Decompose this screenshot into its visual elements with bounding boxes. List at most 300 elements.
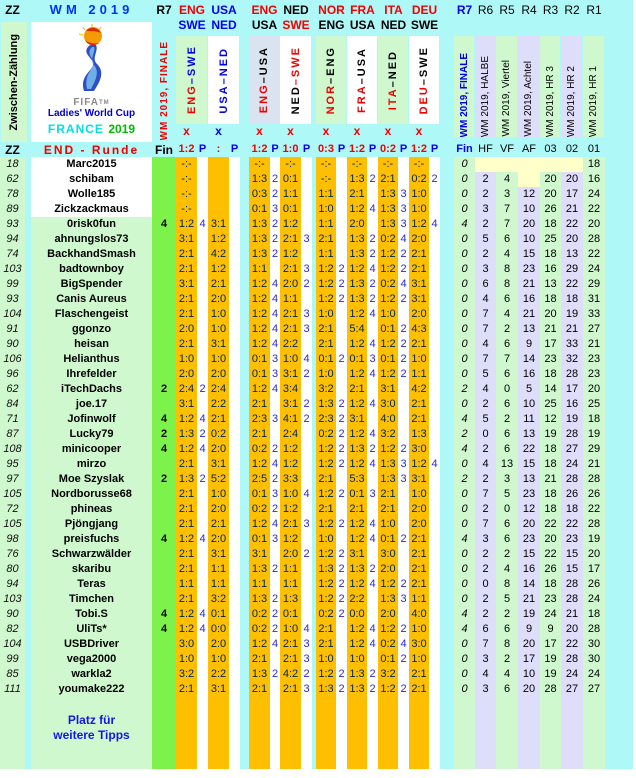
tip-points-cell xyxy=(429,592,440,607)
round-short-header: Fin xyxy=(456,143,473,155)
column-gap xyxy=(605,442,633,457)
round-points-cell: 22 xyxy=(561,637,583,652)
tip-cell: 2:1 xyxy=(409,412,429,427)
tip-points-cell xyxy=(336,337,347,352)
tip-cell: 2:1 xyxy=(176,517,197,532)
zz-total-cell: 106 xyxy=(0,352,25,367)
zz-total-cell: 99 xyxy=(0,652,25,667)
tip-cell: 2:4 xyxy=(280,427,301,442)
round-points-cell: 2 xyxy=(475,562,496,577)
tip-points-cell: 2 xyxy=(197,382,208,397)
tip-cell: 1:1 xyxy=(316,247,336,262)
tip-points-cell: 4 xyxy=(367,532,378,547)
tip-cell: 0:2 xyxy=(378,277,398,292)
tip-points-cell xyxy=(429,397,440,412)
match-vertical-away: SWE xyxy=(289,45,302,77)
tip-points-cell xyxy=(429,472,440,487)
round-short-header: VF xyxy=(499,143,515,155)
round-points-cell: 6 xyxy=(496,682,518,697)
fifa-world-cup-logo xyxy=(31,22,152,142)
tip-cell: 1:0 xyxy=(409,622,429,637)
tip-points-cell xyxy=(429,682,440,697)
tip-cell xyxy=(378,697,398,769)
player-name: iTechDachs xyxy=(31,382,152,397)
tip-cell: 1:3 xyxy=(347,562,367,577)
tip-points-cell xyxy=(336,232,347,247)
final-bonus-cell xyxy=(152,502,176,517)
round-points-cell: 28 xyxy=(561,427,583,442)
round-points-cell: 4 xyxy=(454,412,475,427)
match-header-away: USA xyxy=(251,18,278,32)
round-points-cell: 20 xyxy=(583,217,605,232)
tip-points-cell xyxy=(398,697,409,769)
tip-points-cell xyxy=(367,697,378,769)
tip-cell: 0:1 xyxy=(347,487,367,502)
tip-cell: 2:1 xyxy=(249,427,270,442)
tip-points-cell: 2 xyxy=(271,473,279,485)
tip-points-cell xyxy=(197,172,208,187)
round-points-cell: 33 xyxy=(583,307,605,322)
tip-cell: 1:2 xyxy=(316,457,336,472)
round-points-cell: 23 xyxy=(540,592,561,607)
zz-total-cell: 105 xyxy=(0,487,25,502)
round-points-cell: 5 xyxy=(496,487,518,502)
tip-cell: 1:2 xyxy=(316,577,336,592)
round-points-cell: 4 xyxy=(454,217,475,232)
column-gap xyxy=(605,247,633,262)
tip-points-cell: 2 xyxy=(271,608,279,620)
tip-cell: 1:2 xyxy=(378,442,398,457)
tip-points-cell xyxy=(270,397,280,412)
round-points-cell: 3 xyxy=(496,187,518,202)
tip-points-cell xyxy=(229,307,240,322)
tip-points-cell: 3 xyxy=(271,488,279,500)
round-points-cell: 20 xyxy=(583,382,605,397)
table-row xyxy=(0,427,633,442)
tip-cell: 1:3 xyxy=(249,592,270,607)
tip-cell: 3:1 xyxy=(208,682,229,697)
round-points-cell: 21 xyxy=(561,202,583,217)
round-points-cell: 21 xyxy=(583,457,605,472)
tip-points-cell xyxy=(197,592,208,607)
tip-points-cell xyxy=(336,202,347,217)
column-gap xyxy=(605,697,633,769)
tip-points-cell xyxy=(197,262,208,277)
tip-points-cell: 4 xyxy=(197,442,208,457)
tip-points-cell xyxy=(429,322,440,337)
round-points-cell: 9 xyxy=(518,622,540,637)
tip-cell: 1:1 xyxy=(176,577,197,592)
tip-points-cell xyxy=(367,322,378,337)
column-gap xyxy=(440,472,454,487)
table-row xyxy=(0,412,633,427)
round-points-cell xyxy=(496,157,518,172)
tip-cell: 1:3 xyxy=(316,562,336,577)
points-header: P xyxy=(271,143,279,155)
tip-points-cell: 3 xyxy=(301,307,312,322)
tip-cell: 3:2 xyxy=(316,382,336,397)
round-points-cell: 22 xyxy=(583,247,605,262)
column-gap xyxy=(440,607,454,622)
tip-points-cell: 4 xyxy=(367,637,378,652)
tip-points-cell xyxy=(429,562,440,577)
tip-points-cell xyxy=(367,607,378,622)
tip-cell: 1:3 xyxy=(249,247,270,262)
tip-points-cell: 3 xyxy=(398,592,409,607)
tip-cell: 2:1 xyxy=(176,682,197,697)
tip-points-cell: 4 xyxy=(367,622,378,637)
round-points-cell: 2 xyxy=(496,652,518,667)
tip-cell: 2:1 xyxy=(316,637,336,652)
tip-cell: 2:1 xyxy=(280,517,301,532)
tip-points-cell: 2 xyxy=(398,337,409,352)
tip-points-cell xyxy=(336,637,347,652)
tip-cell: 1:1 xyxy=(280,577,301,592)
round-points-cell: 22 xyxy=(540,517,561,532)
tip-points-cell: 2 xyxy=(398,352,409,367)
round-points-cell: 16 xyxy=(518,562,540,577)
match-header-away: NED xyxy=(211,18,237,32)
tip-cell: 1:3 xyxy=(249,667,270,682)
tip-points-cell: 2 xyxy=(429,172,440,187)
tip-points-cell: 2 xyxy=(271,503,279,515)
tip-cell: 1:1 xyxy=(208,562,229,577)
tip-points-cell xyxy=(197,577,208,592)
tip-cell: 1:2 xyxy=(347,532,367,547)
tip-cell: 1:3 xyxy=(347,232,367,247)
tip-cell: 3:1 xyxy=(280,397,301,412)
player-name: vega2000 xyxy=(31,652,152,667)
tip-points-cell xyxy=(301,562,312,577)
tip-points-cell xyxy=(336,532,347,547)
final-bonus-cell xyxy=(152,487,176,502)
round-points-cell: 5 xyxy=(518,382,540,397)
tip-points-cell xyxy=(197,247,208,262)
tip-points-cell: 2 xyxy=(336,412,347,427)
tip-points-cell: 2 xyxy=(271,188,279,200)
tip-cell: 2:1 xyxy=(316,622,336,637)
round-label-vertical: WM 2019, HR 2 xyxy=(566,65,577,137)
round-points-cell: 7 xyxy=(496,352,518,367)
zz-total-cell: 105 xyxy=(0,517,25,532)
column-gap xyxy=(605,352,633,367)
column-gap xyxy=(240,442,249,457)
round-points-cell: 12 xyxy=(518,502,540,517)
tip-cell: 2:0 xyxy=(409,307,429,322)
round-points-cell: 30 xyxy=(583,652,605,667)
tip-points-cell: 2 xyxy=(301,667,312,682)
match-column-label: DEU–SWE xyxy=(409,36,439,124)
round-points-cell: 29 xyxy=(583,442,605,457)
tip-cell: -:- xyxy=(176,202,197,217)
tip-cell: 2:1 xyxy=(176,502,197,517)
tip-points-cell: 4 xyxy=(367,577,378,592)
tip-points-cell: 2 xyxy=(271,173,279,185)
tip-points-cell xyxy=(398,307,409,322)
player-name: mirzo xyxy=(31,457,152,472)
round-points-cell: 2 xyxy=(496,547,518,562)
tip-cell: 2:0 xyxy=(208,502,229,517)
tip-points-cell: 3 xyxy=(398,187,409,202)
tip-points-cell xyxy=(398,157,409,172)
tip-cell: 3:1 xyxy=(280,367,301,382)
tip-points-cell xyxy=(229,697,240,769)
tip-cell: -:- xyxy=(347,157,367,172)
column-gap xyxy=(240,337,249,352)
zz-total-cell: 103 xyxy=(0,262,25,277)
zz-total-cell: 108 xyxy=(0,442,25,457)
tip-cell: 0:0 xyxy=(347,607,367,622)
table-row xyxy=(0,172,633,187)
round-column-label xyxy=(454,36,474,137)
tip-cell: 2:1 xyxy=(409,247,429,262)
round-points-cell: 8 xyxy=(496,577,518,592)
zz-total-cell: 93 xyxy=(0,217,25,232)
player-name: Tobi.S xyxy=(31,607,152,622)
tip-cell: 3:1 xyxy=(347,547,367,562)
player-name: UliTs* xyxy=(31,622,152,637)
fin-subheader-left: Fin xyxy=(155,143,173,157)
tip-points-cell xyxy=(429,337,440,352)
tip-points-cell: 2 xyxy=(336,262,347,277)
tip-cell: 1:0 xyxy=(280,352,301,367)
column-gap xyxy=(605,682,633,697)
round-points-cell: 29 xyxy=(583,277,605,292)
round-points-cell: 10 xyxy=(518,667,540,682)
round-points-cell: 2 xyxy=(475,592,496,607)
tip-points-cell xyxy=(301,427,312,442)
column-gap xyxy=(440,682,454,697)
tip-cell: 1:3 xyxy=(347,682,367,697)
zz-total-cell: 94 xyxy=(0,577,25,592)
round-points-cell: 4 xyxy=(475,292,496,307)
x-mark: x xyxy=(256,124,263,138)
tip-cell xyxy=(176,697,197,769)
final-bonus-cell xyxy=(152,232,176,247)
round-points-cell: 19 xyxy=(540,652,561,667)
round-points-cell: 3 xyxy=(475,682,496,697)
column-gap xyxy=(605,607,633,622)
tip-cell: 2:1 xyxy=(409,397,429,412)
tip-points-cell: 2 xyxy=(398,682,409,697)
tip-points-cell xyxy=(270,427,280,442)
tip-points-cell: 2 xyxy=(336,457,347,472)
round-short-header: 02 xyxy=(565,143,579,155)
tip-cell: 1:2 xyxy=(347,307,367,322)
round-points-cell: 13 xyxy=(518,472,540,487)
tip-cell: 1:2 xyxy=(347,457,367,472)
match-header-home: ITA xyxy=(384,3,403,17)
column-gap xyxy=(605,457,633,472)
tip-cell: 3:1 xyxy=(176,232,197,247)
final-bonus-cell xyxy=(152,637,176,652)
column-gap xyxy=(605,592,633,607)
tip-points-cell: 2 xyxy=(197,472,208,487)
tip-cell: 3:1 xyxy=(208,547,229,562)
round-points-cell: 2 xyxy=(454,427,475,442)
round-points-cell: 17 xyxy=(540,637,561,652)
tip-cell: 0:2 xyxy=(249,442,270,457)
player-name: preisfuchs xyxy=(31,532,152,547)
round-points-cell: 5 xyxy=(475,412,496,427)
round-points-cell: 18 xyxy=(561,502,583,517)
round-points-cell: 16 xyxy=(583,172,605,187)
tip-points-cell: 3 xyxy=(301,652,312,667)
points-header: P xyxy=(198,143,207,155)
tip-cell: 2:3 xyxy=(249,412,270,427)
tip-points-cell: 3 xyxy=(271,203,279,215)
tip-points-cell: 4 xyxy=(398,637,409,652)
tip-cell: 1:2 xyxy=(378,622,398,637)
column-gap xyxy=(240,667,249,682)
player-name: Timchen xyxy=(31,592,152,607)
column-gap xyxy=(240,472,249,487)
table-row xyxy=(0,487,633,502)
tip-points-cell xyxy=(429,307,440,322)
zz-total-cell: 104 xyxy=(0,307,25,322)
tip-cell: 1:1 xyxy=(280,292,301,307)
round-points-cell: 17 xyxy=(561,187,583,202)
tip-points-cell xyxy=(429,697,440,769)
tip-points-cell xyxy=(367,217,378,232)
x-mark: x xyxy=(215,124,222,138)
tip-points-cell: 2 xyxy=(336,562,347,577)
round-label-vertical: WM 2019, HALBE xyxy=(479,55,491,137)
round-code: R4 xyxy=(521,3,537,17)
round-points-cell: 20 xyxy=(540,307,561,322)
round-points-cell: 18 xyxy=(583,157,605,172)
tip-points-cell: 2 xyxy=(271,233,279,245)
round-points-cell xyxy=(475,157,496,172)
tip-points-cell xyxy=(229,412,240,427)
column-gap xyxy=(440,532,454,547)
tip-cell: 2:0 xyxy=(409,517,429,532)
player-name: Wolle185 xyxy=(31,187,152,202)
column-gap xyxy=(440,247,454,262)
tip-points-cell xyxy=(429,247,440,262)
round-points-cell: 6 xyxy=(496,397,518,412)
tip-cell: 1:2 xyxy=(347,367,367,382)
zz-total-cell: 76 xyxy=(0,547,25,562)
tip-points-cell xyxy=(229,277,240,292)
tip-cell: 1:0 xyxy=(378,307,398,322)
round-points-cell: 10 xyxy=(518,397,540,412)
column-gap xyxy=(240,322,249,337)
tip-points-cell: 4 xyxy=(301,622,312,637)
round-points-cell: 2 xyxy=(454,472,475,487)
round-points-cell: 7 xyxy=(475,637,496,652)
tip-points-cell xyxy=(301,247,312,262)
table-row xyxy=(0,397,633,412)
match-header-home: FRA xyxy=(350,3,375,17)
tip-cell: 1:0 xyxy=(208,307,229,322)
tip-cell: 0:2 xyxy=(249,622,270,637)
final-bonus-cell xyxy=(152,577,176,592)
round-points-cell: 0 xyxy=(454,262,475,277)
tip-cell: 2:1 xyxy=(176,562,197,577)
zz-total-cell: 87 xyxy=(0,427,25,442)
round-points-cell: 21 xyxy=(518,277,540,292)
tip-points-cell: 2 xyxy=(367,277,378,292)
column-gap xyxy=(440,202,454,217)
column-gap xyxy=(440,562,454,577)
match-header-home: ENG xyxy=(251,3,278,17)
tip-points-cell xyxy=(229,622,240,637)
player-name: minicooper xyxy=(31,442,152,457)
final-bonus-cell: 4 xyxy=(152,607,176,622)
round-points-cell: 0 xyxy=(454,592,475,607)
tip-cell: 1:0 xyxy=(316,532,336,547)
tip-points-cell: 2 xyxy=(336,442,347,457)
tip-cell: 2:5 xyxy=(249,472,270,487)
round-points-cell: 16 xyxy=(540,262,561,277)
tip-points-cell xyxy=(429,442,440,457)
round-points-cell: 7 xyxy=(475,352,496,367)
round-points-cell: 14 xyxy=(518,352,540,367)
tip-cell: 2:1 xyxy=(280,232,301,247)
tip-cell: 3:0 xyxy=(176,637,197,652)
tip-cell: 3:2 xyxy=(378,427,398,442)
tip-points-cell xyxy=(336,322,347,337)
tip-cell: 2:1 xyxy=(409,682,429,697)
tip-cell: 1:1 xyxy=(249,262,270,277)
round-points-cell: 10 xyxy=(518,202,540,217)
round-label-vertical: WM 2019, HR 1 xyxy=(588,65,599,137)
tip-points-cell xyxy=(270,682,280,697)
tip-cell: 1:1 xyxy=(316,187,336,202)
match-header-away: SWE xyxy=(410,18,439,32)
tip-cell: 2:0 xyxy=(176,322,197,337)
tip-points-cell xyxy=(229,607,240,622)
zz-total-cell: 98 xyxy=(0,532,25,547)
column-gap xyxy=(440,622,454,637)
tip-cell: 1:2 xyxy=(378,577,398,592)
tip-cell: 2:1 xyxy=(280,652,301,667)
tip-points-cell: 2 xyxy=(336,667,347,682)
round-points-cell xyxy=(561,157,583,172)
tip-cell: 1:0 xyxy=(208,322,229,337)
round-points-cell: 11 xyxy=(518,412,540,427)
round-points-cell: 21 xyxy=(518,592,540,607)
tip-points-cell: 3 xyxy=(301,322,312,337)
tip-points-cell xyxy=(197,187,208,202)
tip-points-cell: 4 xyxy=(367,427,378,442)
round-points-cell: 27 xyxy=(561,442,583,457)
tip-cell: 1:0 xyxy=(280,487,301,502)
final-bonus-cell xyxy=(152,262,176,277)
column-gap xyxy=(605,262,633,277)
round-column-label xyxy=(540,36,560,137)
tip-points-cell: 2 xyxy=(301,412,312,427)
column-gap xyxy=(440,502,454,517)
round-points-cell: 26 xyxy=(561,487,583,502)
page-title: WM 2019 xyxy=(49,2,134,17)
tip-cell xyxy=(316,697,336,769)
tip-points-cell xyxy=(229,652,240,667)
round-points-cell: 15 xyxy=(518,247,540,262)
tip-points-cell xyxy=(229,337,240,352)
round-points-cell: 0 xyxy=(454,187,475,202)
player-name: Marc2015 xyxy=(31,157,152,172)
tip-points-cell: 2 xyxy=(398,322,409,337)
column-gap xyxy=(440,667,454,682)
tip-cell: 1:2 xyxy=(347,622,367,637)
column-gap xyxy=(240,547,249,562)
tip-points-cell xyxy=(197,352,208,367)
tip-points-cell xyxy=(398,382,409,397)
final-bonus-cell: 2 xyxy=(152,472,176,487)
tip-points-cell xyxy=(429,382,440,397)
